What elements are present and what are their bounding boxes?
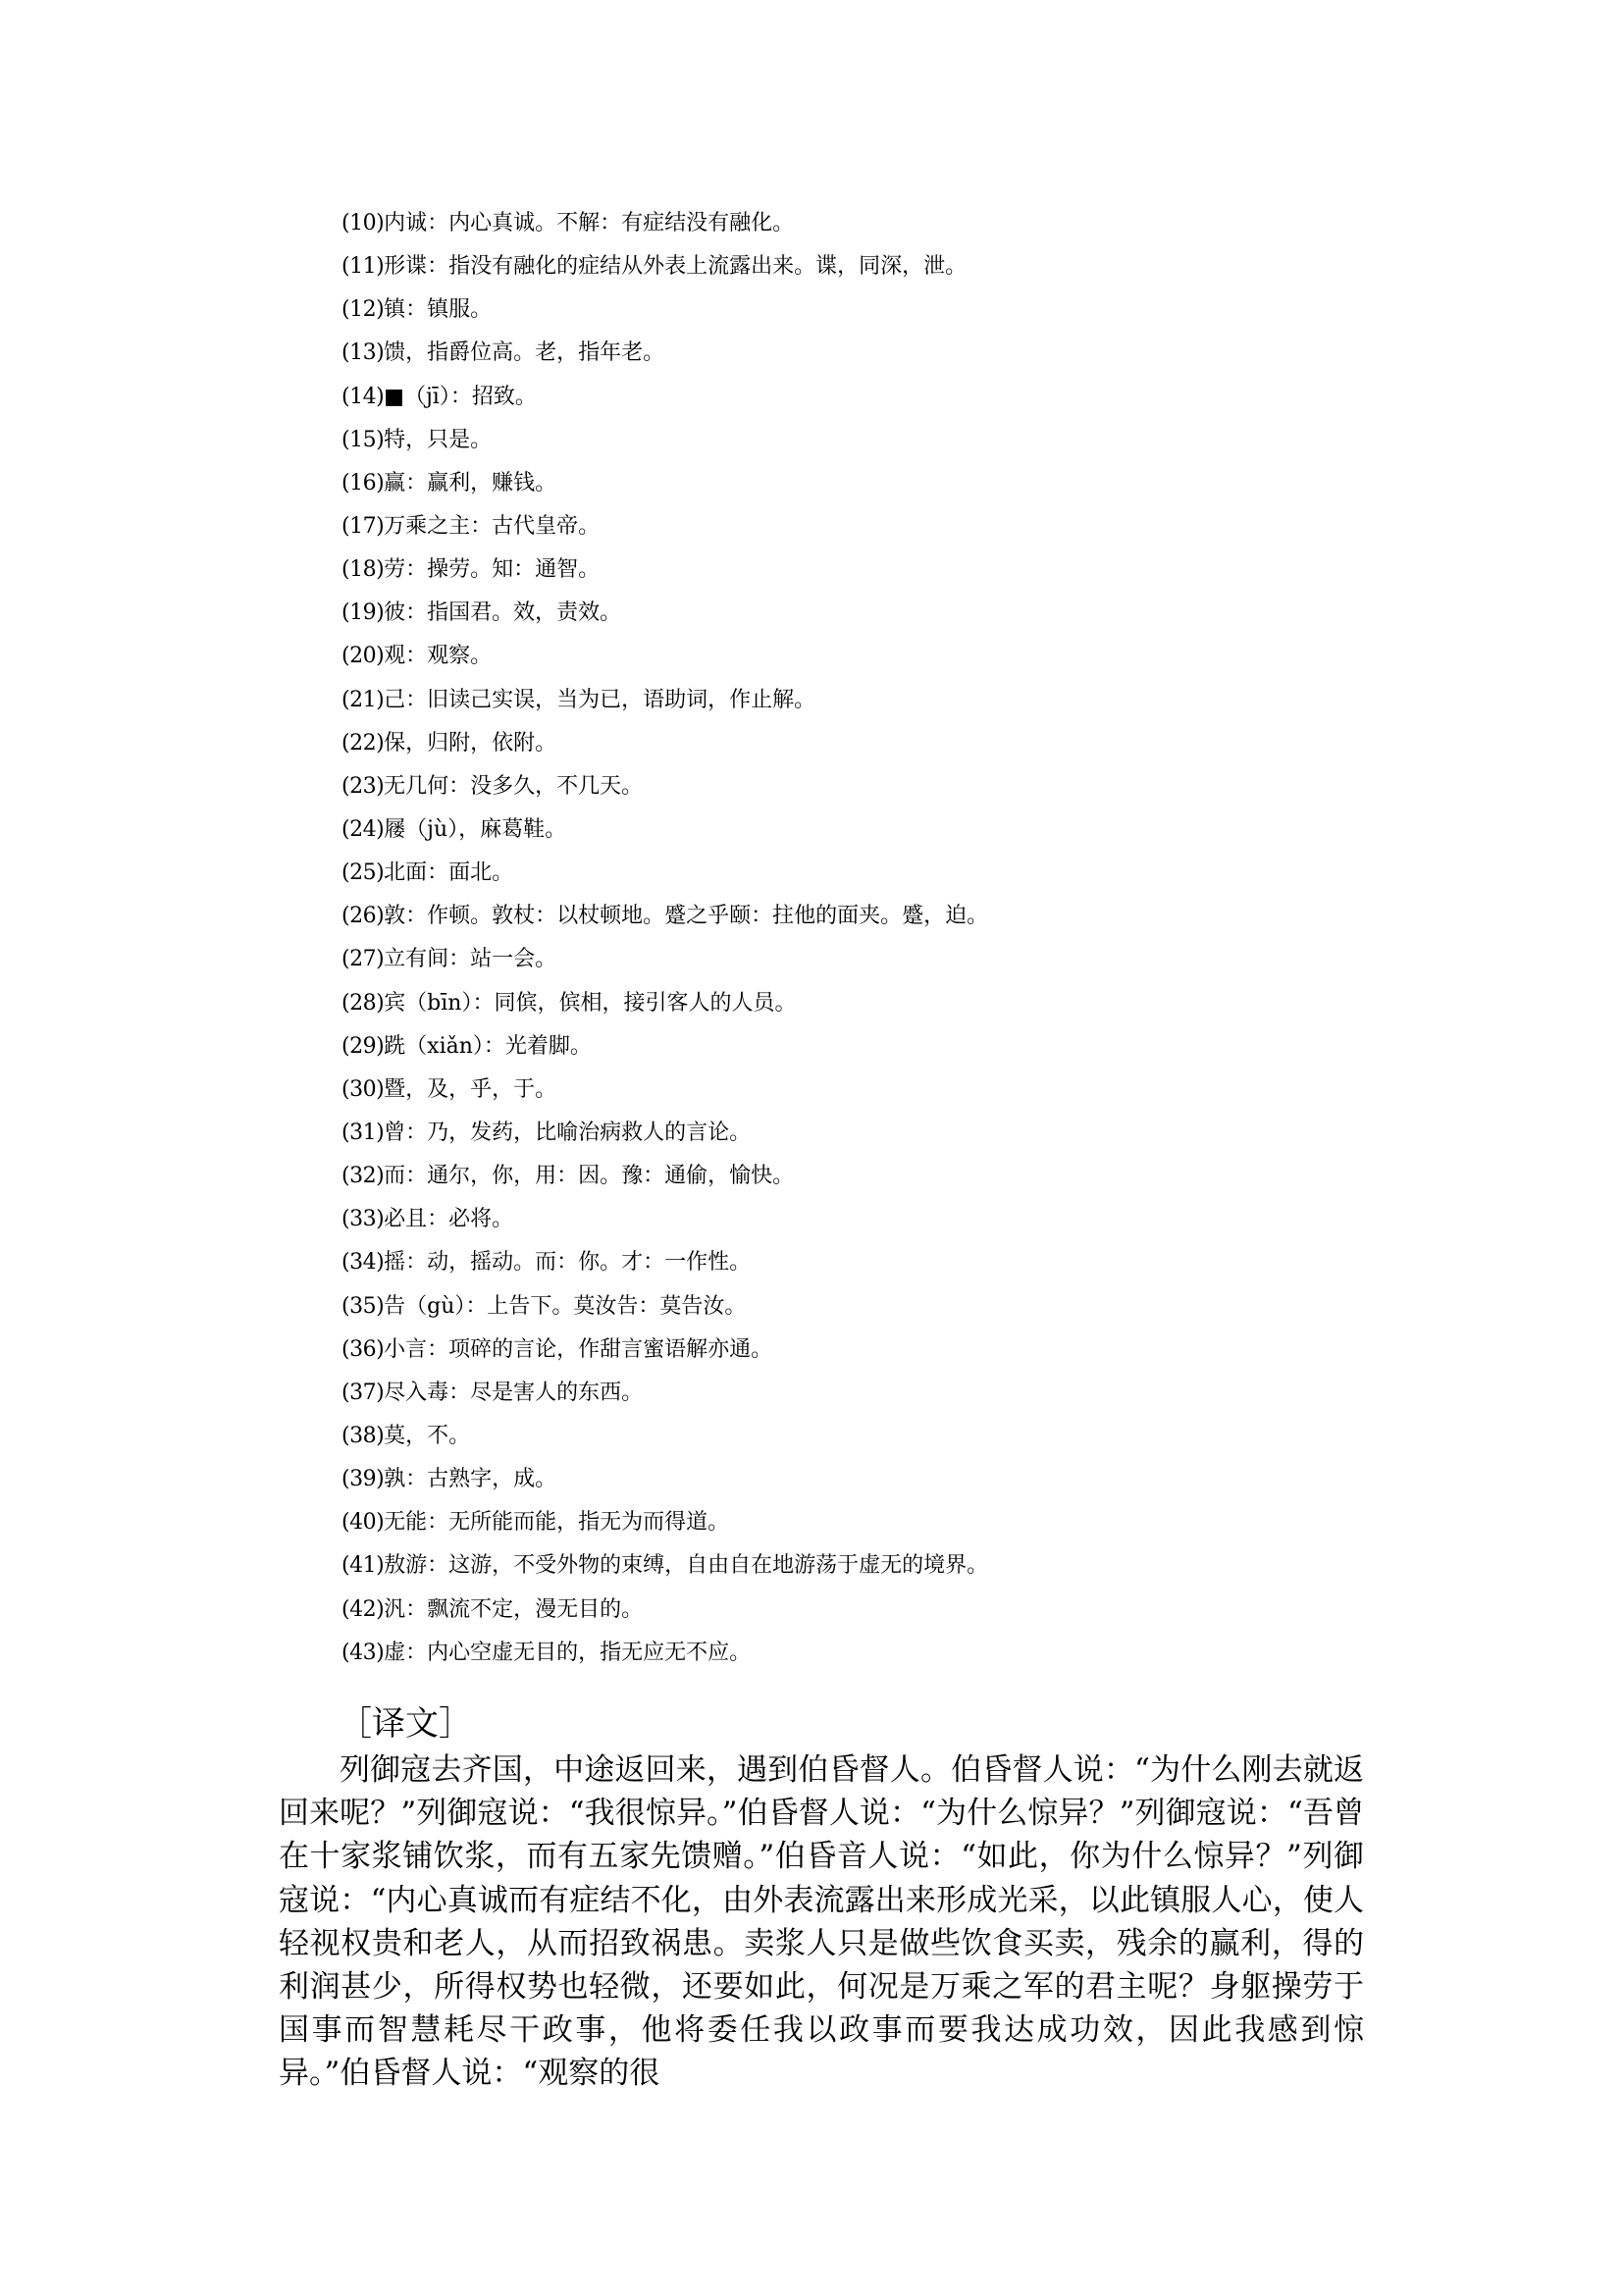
annotation-number: (32) xyxy=(341,1164,385,1189)
annotation-number: (35) xyxy=(341,1293,385,1319)
annotation-text: 馈，指爵位高。老，指年老。 xyxy=(384,340,665,366)
annotation-text: 形谍：指没有融化的症结从外表上流露出来。谍，同深，泄。 xyxy=(384,254,968,280)
annotation-text: 曾：乃，发药，比喻治病救人的言论。 xyxy=(384,1120,752,1145)
annotation-text: 万乘之主：古代皇帝。 xyxy=(384,513,601,539)
annotation-number: (21) xyxy=(341,687,385,712)
annotation-text: 立有间：站一会。 xyxy=(384,947,557,972)
translation-heading: ［译文］ xyxy=(339,1704,472,1744)
annotation-text: 内诚：内心真诚。不解：有症结没有融化。 xyxy=(384,211,795,235)
annotation-number: (10) xyxy=(341,211,385,235)
annotation-item xyxy=(341,469,1421,512)
annotation-item xyxy=(341,209,1421,252)
annotation-number: (29) xyxy=(341,1033,385,1059)
annotation-number: (43) xyxy=(341,1640,385,1665)
annotation-text: 彼：指国君。效，责效。 xyxy=(384,600,622,626)
annotation-text: 己：旧读己实误，当为已，语助词，作止解。 xyxy=(384,687,816,712)
annotation-item xyxy=(341,1551,1421,1594)
annotation-item xyxy=(341,1639,1421,1682)
annotation-item xyxy=(341,989,1421,1032)
annotation-number: (25) xyxy=(341,860,385,886)
annotation-number: (26) xyxy=(341,904,385,929)
annotation-item xyxy=(341,295,1421,339)
annotation-text: 无能：无所能而能，指无为而得道。 xyxy=(384,1510,730,1536)
annotation-item xyxy=(341,555,1421,599)
annotation-text: 屦（jù），麻葛鞋。 xyxy=(384,816,567,842)
annotation-number: (23) xyxy=(341,773,385,799)
annotation-number: (11) xyxy=(341,254,385,280)
annotation-number: (14) xyxy=(341,384,385,409)
annotation-item xyxy=(341,1465,1421,1508)
annotation-number: (39) xyxy=(341,1467,385,1492)
annotation-item xyxy=(341,383,1421,426)
annotation-number: (16) xyxy=(341,470,385,495)
annotation-item xyxy=(341,859,1421,902)
annotation-number: (30) xyxy=(341,1076,385,1102)
annotation-item xyxy=(341,1119,1421,1162)
annotation-text: 无几何：没多久，不几天。 xyxy=(384,773,644,799)
annotation-item xyxy=(341,902,1421,945)
annotation-number: (27) xyxy=(341,947,385,972)
annotation-item xyxy=(341,1248,1421,1291)
annotation-number: (28) xyxy=(341,990,385,1016)
translation-paragraph: 列御寇去齐国，中途返回来，遇到伯昏督人。伯昏督人说：“为什么刚去就返回来呢？”列御寇说：“我很惊异。”伯昏督人说：“为什么惊异？”列御寇说：“吾曾在十家浆铺饮浆，而有五家先馈赠。”伯昏音人说：“如此，你为什么惊异？”列御寇说：“内心真诚而有症结不化，由外表流露出来形成光采，以此镇服人心，使人轻视权贵和老人，从而招致祸患。卖浆人只是做些饮食买卖，残余的赢利，得的利润甚少，所得权势也轻微，还要如此，何况是万乘之军的君主呢？身躯操劳于国事而智慧耗尽干政事，他将委任我以政事而要我达成功效，因此我感到惊异。”伯昏督人说：“观察的很 xyxy=(279,1752,1364,2092)
annotation-item xyxy=(341,1032,1421,1075)
annotation-number: (34) xyxy=(341,1250,385,1276)
annotation-number: (36) xyxy=(341,1336,385,1362)
annotation-text: 观：观察。 xyxy=(384,644,493,669)
annotation-number: (19) xyxy=(341,600,385,626)
annotation-text: 敦：作顿。敦杖：以杖顿地。蹙之乎颐：拄他的面夹。蹙，迫。 xyxy=(384,904,989,929)
annotation-number: (40) xyxy=(341,1510,385,1536)
annotation-item xyxy=(341,642,1421,685)
annotation-item xyxy=(341,426,1421,469)
annotation-text: 摇：动，摇动。而：你。才：一作性。 xyxy=(384,1250,752,1276)
annotation-text: 汎：飘流不定，漫无目的。 xyxy=(384,1596,644,1622)
annotation-number: (33) xyxy=(341,1207,385,1232)
annotation-item xyxy=(341,512,1421,555)
annotation-number: (24) xyxy=(341,816,385,842)
annotation-item xyxy=(341,1422,1421,1465)
annotation-text: 必且：必将。 xyxy=(384,1207,514,1232)
annotation-number: (15) xyxy=(341,427,385,452)
annotation-number: (42) xyxy=(341,1596,385,1622)
annotation-text: 虚：内心空虚无目的，指无应无不应。 xyxy=(384,1640,752,1665)
annotation-text: 镇：镇服。 xyxy=(384,297,493,323)
annotation-item xyxy=(341,945,1421,988)
annotation-text: 北面：面北。 xyxy=(384,860,514,886)
annotation-item xyxy=(341,1075,1421,1119)
annotation-item xyxy=(341,1379,1421,1422)
annotation-item xyxy=(341,599,1421,642)
annotation-item xyxy=(341,1595,1421,1639)
annotation-number: (13) xyxy=(341,340,385,366)
annotation-number: (18) xyxy=(341,557,385,583)
annotation-item xyxy=(341,686,1421,729)
annotation-item xyxy=(341,815,1421,859)
annotation-number: (31) xyxy=(341,1120,385,1145)
annotation-text: 而：通尔，你，用：因。豫：通偷，愉快。 xyxy=(384,1164,795,1189)
annotation-text: 跣（xiǎn）：光着脚。 xyxy=(384,1033,592,1059)
annotation-text: 暨，及，乎，于。 xyxy=(384,1076,557,1102)
annotation-text: 告（gù）：上告下。莫汝告：莫告汝。 xyxy=(384,1293,747,1319)
annotation-number: (38) xyxy=(341,1423,385,1448)
annotation-number: (41) xyxy=(341,1553,385,1579)
annotation-item xyxy=(341,339,1421,382)
annotation-item xyxy=(341,1508,1421,1551)
annotation-item xyxy=(341,1335,1421,1379)
annotation-item xyxy=(341,252,1421,295)
annotation-text: 劳：操劳。知：通智。 xyxy=(384,557,601,583)
annotation-text: 敖游：这游，不受外物的束缚，自由自在地游荡于虚无的境界。 xyxy=(384,1553,989,1579)
annotation-text: 宾（bīn）：同傧，傧相，接引客人的人员。 xyxy=(384,990,797,1016)
annotation-item xyxy=(341,772,1421,815)
annotation-text: 小言：项碎的言论，作甜言蜜语解亦通。 xyxy=(384,1336,773,1362)
annotation-text: 孰：古熟字，成。 xyxy=(384,1467,557,1492)
annotation-item xyxy=(341,1292,1421,1335)
annotation-number: (22) xyxy=(341,730,385,756)
annotation-text: 莫，不。 xyxy=(384,1423,471,1448)
annotation-text: 特，只是。 xyxy=(384,427,493,452)
annotation-number: (12) xyxy=(341,297,385,323)
annotation-text: ■（jī）：招致。 xyxy=(384,384,537,409)
annotation-number: (20) xyxy=(341,644,385,669)
annotation-item xyxy=(341,729,1421,772)
annotation-item xyxy=(341,1162,1421,1205)
annotation-number: (37) xyxy=(341,1380,385,1405)
annotation-text: 尽入毒：尽是害人的东西。 xyxy=(384,1380,644,1405)
annotation-item xyxy=(341,1205,1421,1248)
annotation-text: 赢：赢利，赚钱。 xyxy=(384,470,557,495)
annotation-number: (17) xyxy=(341,513,385,539)
annotation-list xyxy=(341,209,1421,1682)
annotation-text: 保，归附，依附。 xyxy=(384,730,557,756)
